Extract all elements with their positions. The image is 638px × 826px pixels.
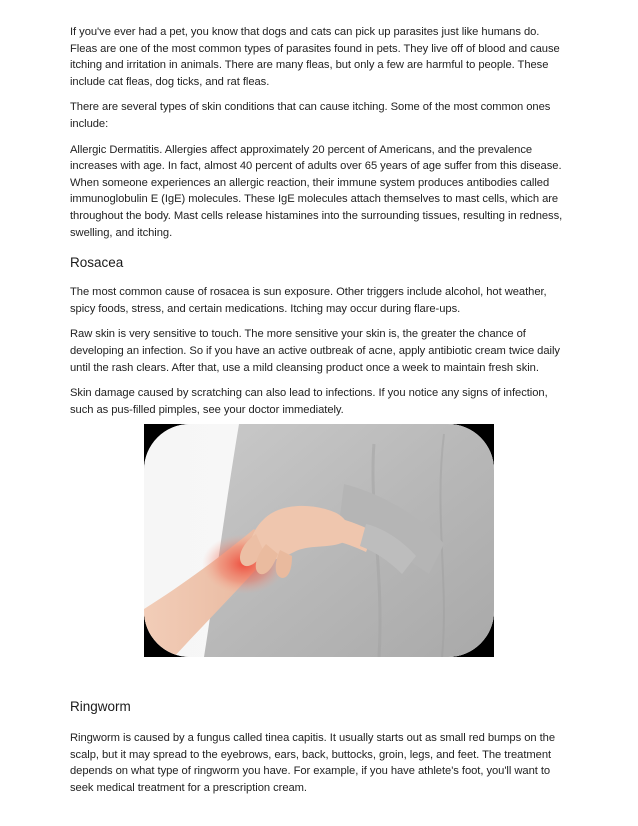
heading-ringworm: Ringworm [70,699,131,714]
rosacea-paragraph-1: The most common cause of rosacea is sun exposure. Other triggers include alcohol, hot weather, spicy foods, stress, and certain medications. Itching may occur during flare-ups. [70,286,547,315]
heading-rosacea: Rosacea [70,255,124,271]
intro-paragraph-fleas: If you've ever had a pet, you know that dogs and cats can pick up parasites just like humans do. Fleas are one of the most common types of parasites found in pets. They live off of blood and cause itching and irritation in animals. There are many fleas, but only a few are harmful to people. These include cat fleas, dog ticks, and rat fleas. [70,26,560,88]
rosacea-paragraph-3: Skin damage caused by scratching can also lead to infections. If you notice any signs of infection, such as pus-filled pimples, see your doctor immediately. [70,387,548,416]
paragraph-allergic-dermatitis: Allergic Dermatitis. Allergies affect approximately 20 percent of Americans, and the prevalence increases with age. In fact, almost 40 percent of adults over 65 years of age suffer from this disease. When someone experiences an allergic reaction, their immune system produces antibodies called immunoglobulin E (IgE) molecules. These IgE molecules attach themselves to mast cells, which are throughout the body. Mast cells release histamines into the surrounding tissues, resulting in redness, swelling, and itching. [70,143,563,239]
article-body [70,24,568,427]
ringworm-section [70,698,568,805]
ringworm-paragraph-1: Ringworm is caused by a fungus called tinea capitis. It usually starts out as small red bumps on the scalp, but it may spread to the eyebrows, ears, back, buttocks, groin, legs, and feet. The treatment depends on what type of ringworm you have. For example, if you have athlete's foot, you'll want to seek medical treatment for a prescription cream. [70,732,556,794]
scratching-arm-photo [144,424,494,657]
article-image-frame [144,424,494,657]
intro-paragraph-skin-conditions: There are several types of skin conditions that can cause itching. Some of the most common ones include: [70,101,551,130]
rosacea-paragraph-2: Raw skin is very sensitive to touch. The more sensitive your skin is, the greater the chance of developing an infection. So if you have an active outbreak of acne, apply antibiotic cream twice daily until the rash clears. After that, use a mild cleansing product once a week to maintain fresh skin. [70,328,560,374]
